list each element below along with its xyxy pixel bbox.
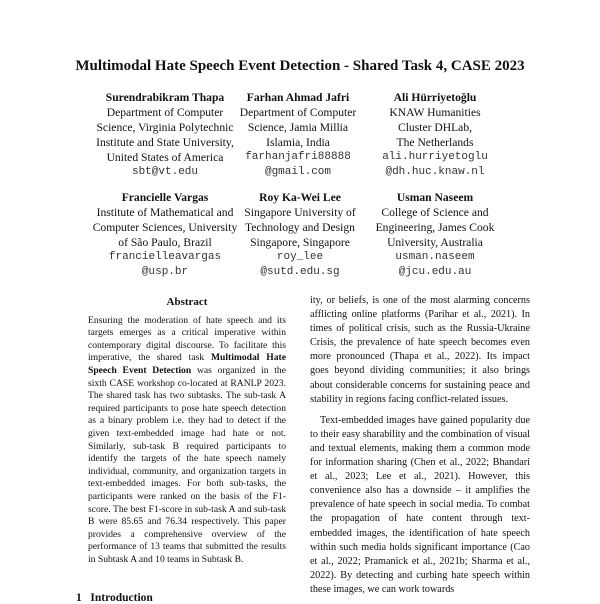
author-email[interactable]: francielleavargas [108, 251, 222, 263]
author-email[interactable]: @usp.br [141, 266, 189, 278]
author-name: Farhan Ahmad Jafri [246, 91, 350, 104]
abstract-heading: Abstract [166, 296, 208, 308]
author-affiliation: Science, Virginia Polytechnic [96, 121, 234, 134]
body-paragraph: ity, or beliefs, is one of the most alarming concerns afflicting online platforms (Parihar et al., 2021). In times of political crisis, such as the Russia-Ukraine Crisis, the prevalence of hate speech becomes even more pronounced (Thapa et al., 2022). Its impact goes beyond dividing communities; it also brings about considerable concerns for sustaining peace and stability in regions facing conflict-related issues. [310, 295, 530, 405]
author-name: Roy Ka-Wei Lee [259, 191, 341, 204]
author-affiliation: of São Paulo, Brazil [118, 236, 212, 249]
author-affiliation: Institute and State University, [96, 136, 234, 149]
shared-task-name: Multimodal Hate Speech Event Detection [88, 352, 286, 376]
abstract-text: Ensuring the moderation of hate speech and its targets emerges as a critical imperative within contemporary digital discourse. To facilitate this imperative, the shared task Multimodal Hate Speech Event Detection was organized in the sixth CASE workshop co-located at RANLP 2023. The shared task has two subtasks. The sub-task A required participants to pose hate speech detection as a binary problem i.e. they had to detect if the given text-embedded image had hate or not. Similarly, sub-task B required participants to identify the targets of the hate speech namely individual, community, and organization targets in text-embedded images. For both sub-tasks, the participants were ranked on the basis of the F1-score. The best F1-score in sub-task A and sub-task B were 85.65 and 76.34 respectively. This paper provides a comprehensive overview of the performance of 13 teams that submitted the results in Subtask A and 10 teams in Subtask B. [88, 314, 286, 565]
author-affiliation: Department of Computer [106, 106, 224, 119]
body-column [310, 294, 530, 597]
author-email[interactable]: @jcu.edu.au [398, 266, 472, 278]
author-affiliation: Singapore, Singapore [250, 236, 350, 249]
author-email[interactable]: roy_lee [276, 251, 324, 263]
author-affiliation: Science, Jamia Millia [247, 121, 349, 134]
body-paragraph: Text-embedded images have gained popularity due to their easy sharability and the combination of visual and textual elements, making them a common mode for information sharing (Chen et al., 2022; Bhandari et al., 2023; Lee et al., 2021). However, this convenience also has a downside – it amplifies the prevalence of hate speech in social media. To combat the propagation of hate content through text-embedded images, the identification of hate speech within such media holds significant importance (Cao et al., 2022; Pramanick et al., 2021b; Sharma et al., 2022). By detecting and curbing hate speech within these images, we can work towards [310, 414, 530, 595]
author-email[interactable]: farhanjafri88888 [245, 151, 351, 163]
section-heading: 1 Introduction [76, 592, 153, 604]
author-affiliation: Department of Computer [239, 106, 357, 119]
author-name: Surendrabikram Thapa [105, 91, 225, 104]
author-email[interactable]: @dh.huc.knaw.nl [385, 166, 485, 178]
author-affiliation: KNAW Humanities [389, 106, 481, 119]
author-name: Ali Hürriyetoğlu [393, 91, 477, 104]
author-email[interactable]: @gmail.com [264, 166, 331, 178]
author-name: Usman Naseem [396, 191, 474, 204]
author-affiliation: Engineering, James Cook [375, 221, 495, 234]
author-email[interactable]: ali.hurriyetoglu [382, 151, 488, 163]
author-affiliation: University, Australia [387, 236, 483, 249]
author-email[interactable]: sbt@vt.edu [131, 166, 198, 178]
author-affiliation: Islamia, India [266, 136, 330, 149]
author-affiliation: Singapore University of [244, 206, 356, 219]
paper-title: Multimodal Hate Speech Event Detection - Shared Task 4, CASE 2023 [75, 58, 525, 74]
author-affiliation: Technology and Design [245, 221, 355, 234]
author-affiliation: College of Science and [381, 206, 489, 219]
author-affiliation: Institute of Mathematical and [96, 206, 234, 219]
author-name: Francielle Vargas [121, 191, 209, 204]
author-block [340, 190, 530, 280]
abstract [88, 296, 286, 566]
author-email[interactable]: @sutd.edu.sg [260, 266, 340, 278]
author-affiliation: Computer Sciences, University [92, 221, 238, 234]
author-affiliation: United States of America [106, 151, 224, 164]
author-block [340, 90, 530, 180]
author-affiliation: Cluster DHLab, [397, 121, 473, 134]
author-email[interactable]: usman.naseem [395, 251, 475, 263]
author-affiliation: The Netherlands [396, 136, 474, 149]
